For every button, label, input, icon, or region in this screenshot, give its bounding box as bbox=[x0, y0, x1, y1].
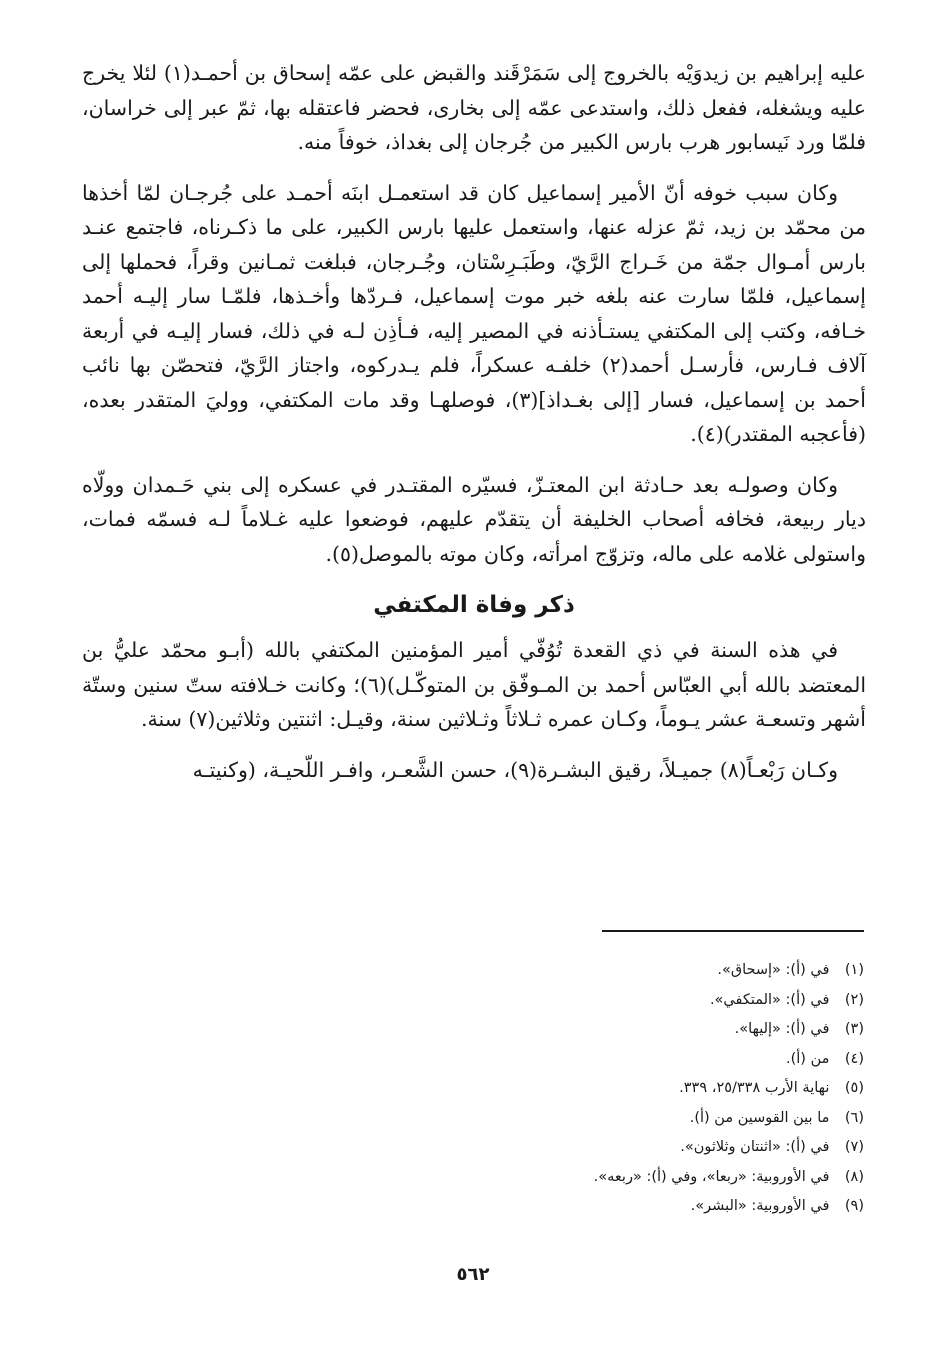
footnote bbox=[80, 1133, 864, 1163]
footnote-number: (٦) bbox=[844, 1109, 864, 1126]
footnote-number: (٨) bbox=[844, 1168, 864, 1185]
footnote bbox=[80, 1045, 864, 1075]
footnote bbox=[80, 1104, 864, 1134]
footnote-number: (٧) bbox=[844, 1139, 864, 1155]
page-body bbox=[82, 56, 866, 803]
body-paragraph: وكان سبب خوفه أنّ الأمير إسماعيل كان قد استعمـل ابنَه أحمـد على جُرجـان لمّا أخذها من محمّد بن زيد، ثمّ عزله عنها، واستعمل عليها بارس الكبير، على ما ذكـرناه، فاجتمع عنـد بارس أمـوال جمّة من خَـراج الرَّيّ، وطَبَـرِسْتان، وجُـرجان، فبلغت ثمـانين وقراً، فحملها إلى إسماعيل، فلمّا سارت عنه بلغه خبر موت إسماعيل، فـردّها وأخـذها، فلمّـا سار إليـه أحمد خـافه، وكتب إلى المكتفي يستـأذنه في المصير إليه، فـأذِن لـه في ذلك، فسار إليـه في أربعة آلاف فـارس، فأرسـل أحمد(٢) خلفـه عسكراً، فلم يـدركوه، واجتاز الرَّيّ، فتحصّن بها نائب أحمد بن إسماعيل، فسار [إلى بغـداذ](٣)، فوصلهـا وقد مات المكتفي، ووليَ المتقدر بعده، (فأعجبه المقتدر)(٤). bbox=[82, 180, 867, 446]
body-paragraph: عليه إبراهيم بن زيدوَيْه بالخروج إلى سَمَرْقَند والقبض على عمّه إسحاق بن أحمـد(١) لئلا يخرج عليه ويشغله، ففعل ذلك، واستدعى عمّه إلى بخارى، فحضر فاعتقله بها، ثمّ عبر إلى خراسان، فلمّا ورد نَيسابور هرب بارس الكبير من جُرجان إلى بغداذ، خوفاً منه. bbox=[82, 61, 866, 154]
footnote bbox=[80, 1074, 864, 1104]
footnote-text: في (أ): «إليها». bbox=[734, 1021, 830, 1037]
footnote-text: نهاية الأرب ٢٥/٣٣٨، ٣٣٩. bbox=[679, 1080, 830, 1096]
section-heading: ذكر وفاة المكتفي bbox=[373, 592, 575, 618]
footnote-text: من (أ). bbox=[786, 1050, 830, 1067]
footnote bbox=[80, 956, 864, 986]
footnote-number: (٣) bbox=[844, 1021, 864, 1037]
footnote-text: في (أ): «المتكفي». bbox=[709, 991, 830, 1008]
footnote-text: في الأوروبية: «ربعا»، وفي (أ): «ربعه». bbox=[593, 1168, 830, 1185]
footnote-text: في الأوروبية: «البشر». bbox=[690, 1198, 830, 1214]
footnote-text: ما بين القوسين من (أ). bbox=[689, 1109, 830, 1126]
footnote-text: في (أ): «اثنتان وثلاثون». bbox=[680, 1139, 830, 1155]
footnote-number: (١) bbox=[844, 962, 864, 978]
footnote bbox=[80, 1192, 864, 1222]
page-number: ٥٦٢ bbox=[456, 1264, 490, 1285]
footnote-divider bbox=[602, 930, 864, 932]
body-paragraph: وكان وصولـه بعد حـادثة ابن المعتـزّ، فسيّره المقتـدر في عسكره إلى بني حَـمدان وولّاه ديار ربيعة، فخافه أصحاب الخليفة أن يتقدّم عليهم، فوضعوا عليه غـلاماً لـه فسمّه فمات، واستولى غلامه على ماله، وتزوّج امرأته، وكان موته بالموصل(٥). bbox=[82, 472, 866, 566]
body-paragraph: وكـان رَبْعـاً(٨) جميـلاً، رقيق البشـرة(٩)، حسن الشَّعـر، وافـر اللّحيـة، (وكنيتـه bbox=[192, 757, 838, 782]
footnote-text: في (أ): «إسحاق». bbox=[717, 962, 830, 978]
footnote bbox=[80, 1163, 864, 1193]
footnote-number: (٤) bbox=[844, 1050, 864, 1067]
footnotes bbox=[80, 956, 864, 1222]
footnote-number: (٢) bbox=[844, 991, 864, 1008]
footnote bbox=[80, 986, 864, 1016]
footnote-number: (٩) bbox=[844, 1198, 864, 1214]
body-paragraph: في هذه السنة في ذي القعدة تُوُفّي أمير المؤمنين المكتفي بالله (أبـو محمّد عليُّ بن المعتضد بالله أبي العبّاس أحمد بن المـوفّق بن المتوكّـل)(٦)؛ وكانت خـلافته ستّ سنين وستّة أشهر وتسعـة عشر يـوماً، وكـان عمره ثـلاثاً وثـلاثين سنة، وقيـل: اثنتين وثلاثين(٧) سنة. bbox=[82, 638, 867, 731]
footnote bbox=[80, 1015, 864, 1045]
footnote-number: (٥) bbox=[844, 1080, 864, 1096]
